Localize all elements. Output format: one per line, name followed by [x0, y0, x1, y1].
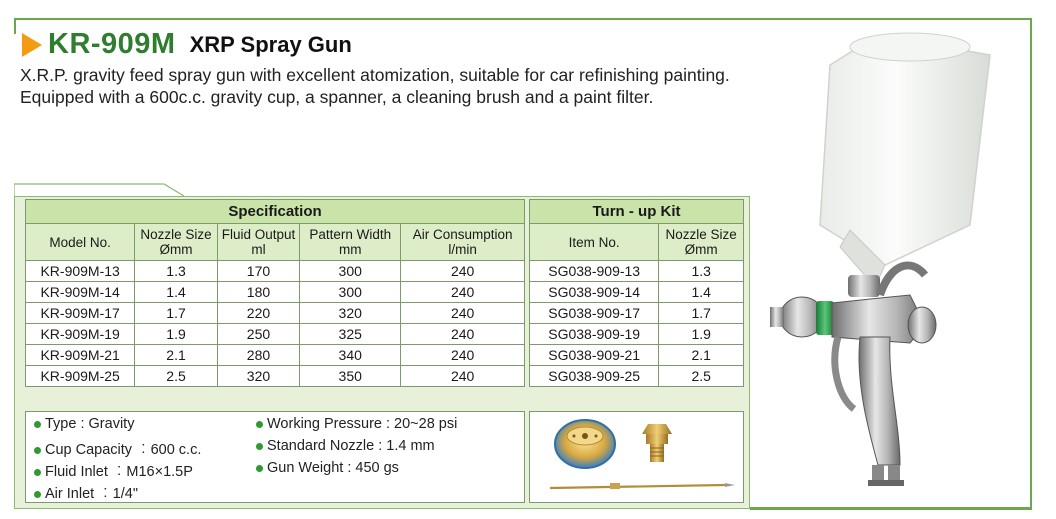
- table-row: [530, 282, 744, 303]
- cell-pattern: 300: [300, 261, 401, 282]
- frame-bottom-line: [750, 507, 1032, 510]
- cell-air: 240: [401, 282, 525, 303]
- cell-model: KR-909M-21: [26, 345, 135, 366]
- cell-pattern: 325: [300, 324, 401, 345]
- cell-fluid: 280: [217, 345, 299, 366]
- turn-up-kit-image: [529, 411, 744, 503]
- table-row: [26, 366, 525, 387]
- cell-nozzle: 2.1: [659, 345, 744, 366]
- table-row: [26, 261, 525, 282]
- table-row: [26, 345, 525, 366]
- arrow-right-icon: [22, 33, 42, 57]
- bullet-icon: [34, 469, 41, 476]
- cell-nozzle: 1.3: [135, 261, 217, 282]
- cell-nozzle: 1.4: [135, 282, 217, 303]
- col-air-consumption: Air Consumption l/min: [401, 224, 525, 261]
- bullet-icon: [256, 443, 263, 450]
- cell-nozzle: 2.5: [659, 366, 744, 387]
- cell-nozzle: 2.5: [135, 366, 217, 387]
- product-title: XRP Spray Gun: [189, 31, 352, 57]
- note-weight: Gun Weight : 450 gs: [256, 460, 399, 476]
- cell-item: SG038-909-17: [530, 303, 659, 324]
- table-row: [530, 324, 744, 345]
- frame-left-tick: [14, 18, 16, 34]
- turn-up-kit-table: [529, 199, 744, 387]
- spec-panel: [14, 196, 750, 509]
- cell-fluid: 220: [217, 303, 299, 324]
- model-title: KR-909M: [48, 28, 176, 60]
- cell-item: SG038-909-14: [530, 282, 659, 303]
- table-row: [530, 345, 744, 366]
- note-pressure: Working Pressure : 20~28 psi: [256, 416, 457, 432]
- cell-model: KR-909M-14: [26, 282, 135, 303]
- cell-nozzle: 1.4: [659, 282, 744, 303]
- cell-item: SG038-909-19: [530, 324, 659, 345]
- cell-nozzle: 1.7: [659, 303, 744, 324]
- note-air-inlet: Air Inlet ︰1/4": [34, 482, 138, 503]
- cell-fluid: 180: [217, 282, 299, 303]
- note-cup: Cup Capacity ︰600 c.c.: [34, 438, 201, 459]
- kit-title: Turn - up Kit: [530, 200, 744, 224]
- cell-item: SG038-909-21: [530, 345, 659, 366]
- description-line: Equipped with a 600c.c. gravity cup, a spanner, a cleaning brush and a paint filter.: [20, 87, 654, 107]
- spray-gun-illustration: [760, 25, 1030, 505]
- cell-nozzle: 1.3: [659, 261, 744, 282]
- cell-air: 240: [401, 366, 525, 387]
- table-tab-shape: [14, 183, 734, 197]
- col-item-no: Item No.: [530, 224, 659, 261]
- cell-fluid: 320: [217, 366, 299, 387]
- bullet-icon: [256, 465, 263, 472]
- title-row: [22, 28, 352, 61]
- description-line: X.R.P. gravity feed spray gun with excellent atomization, suitable for car refinishing painting.: [20, 65, 730, 85]
- kit-parts-illustration: [530, 412, 743, 502]
- specification-title: Specification: [26, 200, 525, 224]
- cell-air: 240: [401, 261, 525, 282]
- cell-air: 240: [401, 303, 525, 324]
- cell-air: 240: [401, 324, 525, 345]
- cell-item: SG038-909-13: [530, 261, 659, 282]
- cell-pattern: 350: [300, 366, 401, 387]
- cell-pattern: 340: [300, 345, 401, 366]
- col-nozzle-size: Nozzle Size Ømm: [135, 224, 217, 261]
- table-row: [530, 261, 744, 282]
- table-row: [530, 366, 744, 387]
- col-kit-nozzle-size: Nozzle Size Ømm: [659, 224, 744, 261]
- cell-fluid: 250: [217, 324, 299, 345]
- specification-table: [25, 199, 525, 387]
- col-pattern-width: Pattern Width mm: [300, 224, 401, 261]
- cell-pattern: 300: [300, 282, 401, 303]
- cell-pattern: 320: [300, 303, 401, 324]
- product-description: [20, 64, 740, 108]
- bullet-icon: [256, 421, 263, 428]
- frame-right-line: [1030, 18, 1032, 508]
- cell-model: KR-909M-13: [26, 261, 135, 282]
- cell-nozzle: 2.1: [135, 345, 217, 366]
- note-nozzle: Standard Nozzle : 1.4 mm: [256, 438, 435, 454]
- cell-fluid: 170: [217, 261, 299, 282]
- spray-gun-image: [760, 25, 1030, 505]
- frame-top-line: [14, 18, 1032, 20]
- cell-model: KR-909M-25: [26, 366, 135, 387]
- cell-nozzle: 1.9: [659, 324, 744, 345]
- note-type: Type : Gravity: [34, 416, 134, 432]
- cell-item: SG038-909-25: [530, 366, 659, 387]
- col-fluid-output: Fluid Output ml: [217, 224, 299, 261]
- cell-model: KR-909M-17: [26, 303, 135, 324]
- cell-nozzle: 1.9: [135, 324, 217, 345]
- cell-nozzle: 1.7: [135, 303, 217, 324]
- note-fluid-inlet: Fluid Inlet ︰M16×1.5P: [34, 460, 193, 481]
- col-model-no: Model No.: [26, 224, 135, 261]
- bullet-icon: [34, 421, 41, 428]
- cell-air: 240: [401, 345, 525, 366]
- table-row: [26, 282, 525, 303]
- spec-notes: [25, 411, 525, 503]
- table-row: [26, 303, 525, 324]
- cell-model: KR-909M-19: [26, 324, 135, 345]
- table-row: [26, 324, 525, 345]
- bullet-icon: [34, 447, 41, 454]
- table-row: [530, 303, 744, 324]
- bullet-icon: [34, 491, 41, 498]
